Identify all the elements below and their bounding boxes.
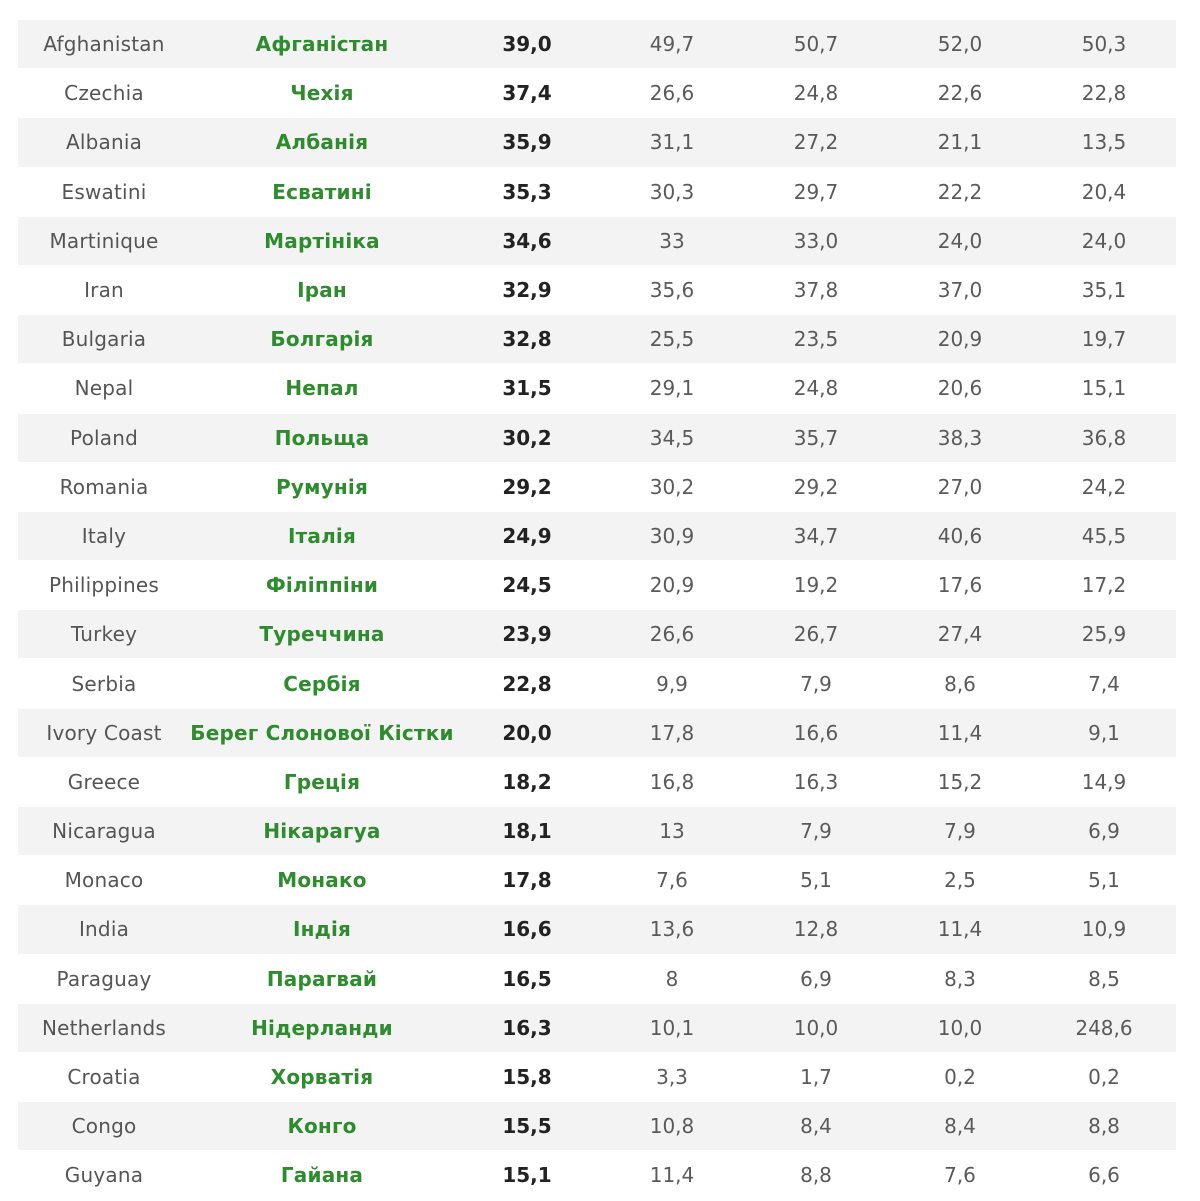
value-col-1: 10,1 <box>600 1003 744 1052</box>
value-col-1: 31,1 <box>600 118 744 167</box>
country-name-english: Turkey <box>18 610 190 659</box>
primary-value: 18,1 <box>454 807 600 856</box>
value-col-2: 26,7 <box>744 610 888 659</box>
country-name-english: India <box>18 905 190 954</box>
country-name-ukrainian: Нідерланди <box>190 1003 454 1052</box>
table-row <box>18 118 1176 167</box>
country-name-ukrainian: Сербія <box>190 659 454 708</box>
table-row <box>18 413 1176 462</box>
table-row <box>18 905 1176 954</box>
table-row <box>18 216 1176 265</box>
country-name-english: Poland <box>18 413 190 462</box>
country-name-english: Afghanistan <box>18 20 190 69</box>
value-col-3: 15,2 <box>888 757 1032 806</box>
country-name-ukrainian: Румунія <box>190 462 454 511</box>
country-name-english: Nepal <box>18 364 190 413</box>
table-row <box>18 69 1176 118</box>
value-col-1: 26,6 <box>600 69 744 118</box>
value-col-1: 33 <box>600 216 744 265</box>
value-col-1: 30,3 <box>600 167 744 216</box>
country-name-ukrainian: Італія <box>190 511 454 560</box>
primary-value: 32,8 <box>454 315 600 364</box>
table-row <box>18 315 1176 364</box>
value-col-2: 1,7 <box>744 1052 888 1101</box>
value-col-4: 24,2 <box>1032 462 1176 511</box>
value-col-4: 15,1 <box>1032 364 1176 413</box>
country-name-english: Greece <box>18 757 190 806</box>
primary-value: 31,5 <box>454 364 600 413</box>
value-col-4: 8,5 <box>1032 954 1176 1003</box>
value-col-3: 0,2 <box>888 1052 1032 1101</box>
table-row <box>18 364 1176 413</box>
value-col-3: 37,0 <box>888 265 1032 314</box>
primary-value: 23,9 <box>454 610 600 659</box>
value-col-4: 19,7 <box>1032 315 1176 364</box>
value-col-1: 49,7 <box>600 20 744 69</box>
value-col-1: 26,6 <box>600 610 744 659</box>
value-col-4: 17,2 <box>1032 561 1176 610</box>
country-name-english: Monaco <box>18 856 190 905</box>
value-col-1: 13 <box>600 807 744 856</box>
table-row <box>18 610 1176 659</box>
value-col-3: 20,9 <box>888 315 1032 364</box>
country-name-english: Albania <box>18 118 190 167</box>
primary-value: 34,6 <box>454 216 600 265</box>
value-col-3: 38,3 <box>888 413 1032 462</box>
value-col-2: 50,7 <box>744 20 888 69</box>
value-col-3: 8,6 <box>888 659 1032 708</box>
value-col-2: 7,9 <box>744 807 888 856</box>
value-col-4: 6,6 <box>1032 1151 1176 1200</box>
value-col-2: 5,1 <box>744 856 888 905</box>
table-row <box>18 659 1176 708</box>
value-col-2: 19,2 <box>744 561 888 610</box>
value-col-1: 20,9 <box>600 561 744 610</box>
table-row <box>18 954 1176 1003</box>
country-name-english: Guyana <box>18 1151 190 1200</box>
primary-value: 17,8 <box>454 856 600 905</box>
value-col-2: 29,7 <box>744 167 888 216</box>
country-name-english: Eswatini <box>18 167 190 216</box>
value-col-1: 34,5 <box>600 413 744 462</box>
value-col-2: 6,9 <box>744 954 888 1003</box>
value-col-2: 8,8 <box>744 1151 888 1200</box>
table-row <box>18 807 1176 856</box>
value-col-3: 22,6 <box>888 69 1032 118</box>
value-col-4: 6,9 <box>1032 807 1176 856</box>
value-col-3: 40,6 <box>888 511 1032 560</box>
country-name-english: Croatia <box>18 1052 190 1101</box>
value-col-1: 13,6 <box>600 905 744 954</box>
primary-value: 35,3 <box>454 167 600 216</box>
value-col-1: 16,8 <box>600 757 744 806</box>
country-name-english: Congo <box>18 1102 190 1151</box>
value-col-4: 24,0 <box>1032 216 1176 265</box>
country-name-ukrainian: Індія <box>190 905 454 954</box>
value-col-3: 20,6 <box>888 364 1032 413</box>
primary-value: 15,8 <box>454 1052 600 1101</box>
country-name-english: Bulgaria <box>18 315 190 364</box>
value-col-4: 8,8 <box>1032 1102 1176 1151</box>
value-col-2: 35,7 <box>744 413 888 462</box>
country-name-ukrainian: Афганістан <box>190 20 454 69</box>
country-name-english: Romania <box>18 462 190 511</box>
primary-value: 16,5 <box>454 954 600 1003</box>
table-row <box>18 462 1176 511</box>
value-col-3: 11,4 <box>888 905 1032 954</box>
table-row <box>18 708 1176 757</box>
primary-value: 32,9 <box>454 265 600 314</box>
primary-value: 24,9 <box>454 511 600 560</box>
primary-value: 20,0 <box>454 708 600 757</box>
country-name-ukrainian: Гайана <box>190 1151 454 1200</box>
table-row <box>18 1052 1176 1101</box>
value-col-1: 10,8 <box>600 1102 744 1151</box>
country-name-ukrainian: Непал <box>190 364 454 413</box>
value-col-3: 27,0 <box>888 462 1032 511</box>
table-row <box>18 757 1176 806</box>
value-col-3: 17,6 <box>888 561 1032 610</box>
value-col-2: 27,2 <box>744 118 888 167</box>
primary-value: 15,1 <box>454 1151 600 1200</box>
value-col-2: 34,7 <box>744 511 888 560</box>
value-col-3: 7,6 <box>888 1151 1032 1200</box>
primary-value: 15,5 <box>454 1102 600 1151</box>
value-col-4: 36,8 <box>1032 413 1176 462</box>
value-col-4: 35,1 <box>1032 265 1176 314</box>
primary-value: 16,6 <box>454 905 600 954</box>
value-col-4: 45,5 <box>1032 511 1176 560</box>
table-row <box>18 167 1176 216</box>
country-name-ukrainian: Болгарія <box>190 315 454 364</box>
country-name-english: Philippines <box>18 561 190 610</box>
country-name-ukrainian: Берег Слонової Кістки <box>190 708 454 757</box>
country-name-ukrainian: Нікарагуа <box>190 807 454 856</box>
value-col-1: 30,9 <box>600 511 744 560</box>
primary-value: 35,9 <box>454 118 600 167</box>
value-col-3: 27,4 <box>888 610 1032 659</box>
primary-value: 22,8 <box>454 659 600 708</box>
value-col-1: 11,4 <box>600 1151 744 1200</box>
value-col-2: 33,0 <box>744 216 888 265</box>
value-col-2: 16,3 <box>744 757 888 806</box>
value-col-2: 23,5 <box>744 315 888 364</box>
value-col-4: 13,5 <box>1032 118 1176 167</box>
value-col-1: 30,2 <box>600 462 744 511</box>
table-row <box>18 1102 1176 1151</box>
value-col-1: 3,3 <box>600 1052 744 1101</box>
value-col-1: 7,6 <box>600 856 744 905</box>
value-col-4: 10,9 <box>1032 905 1176 954</box>
value-col-3: 24,0 <box>888 216 1032 265</box>
country-name-ukrainian: Філіппіни <box>190 561 454 610</box>
value-col-3: 7,9 <box>888 807 1032 856</box>
value-col-2: 24,8 <box>744 364 888 413</box>
value-col-2: 8,4 <box>744 1102 888 1151</box>
value-col-4: 14,9 <box>1032 757 1176 806</box>
country-name-ukrainian: Парагвай <box>190 954 454 1003</box>
value-col-4: 9,1 <box>1032 708 1176 757</box>
value-col-3: 22,2 <box>888 167 1032 216</box>
value-col-3: 8,4 <box>888 1102 1032 1151</box>
table-row <box>18 856 1176 905</box>
value-col-4: 248,6 <box>1032 1003 1176 1052</box>
value-col-3: 10,0 <box>888 1003 1032 1052</box>
primary-value: 24,5 <box>454 561 600 610</box>
value-col-2: 7,9 <box>744 659 888 708</box>
value-col-1: 9,9 <box>600 659 744 708</box>
country-name-ukrainian: Есватині <box>190 167 454 216</box>
value-col-1: 8 <box>600 954 744 1003</box>
country-name-english: Italy <box>18 511 190 560</box>
country-name-english: Paraguay <box>18 954 190 1003</box>
table-row <box>18 511 1176 560</box>
value-col-3: 2,5 <box>888 856 1032 905</box>
value-col-3: 21,1 <box>888 118 1032 167</box>
value-col-2: 24,8 <box>744 69 888 118</box>
value-col-4: 50,3 <box>1032 20 1176 69</box>
value-col-4: 0,2 <box>1032 1052 1176 1101</box>
value-col-2: 16,6 <box>744 708 888 757</box>
country-name-ukrainian: Туреччина <box>190 610 454 659</box>
value-col-1: 35,6 <box>600 265 744 314</box>
country-name-ukrainian: Іран <box>190 265 454 314</box>
value-col-2: 29,2 <box>744 462 888 511</box>
country-name-ukrainian: Чехія <box>190 69 454 118</box>
country-data-table <box>18 20 1176 1201</box>
table-row <box>18 561 1176 610</box>
value-col-2: 10,0 <box>744 1003 888 1052</box>
primary-value: 37,4 <box>454 69 600 118</box>
country-name-ukrainian: Албанія <box>190 118 454 167</box>
country-name-english: Serbia <box>18 659 190 708</box>
value-col-2: 37,8 <box>744 265 888 314</box>
country-name-english: Martinique <box>18 216 190 265</box>
value-col-4: 20,4 <box>1032 167 1176 216</box>
value-col-4: 5,1 <box>1032 856 1176 905</box>
table-row <box>18 265 1176 314</box>
primary-value: 30,2 <box>454 413 600 462</box>
value-col-4: 22,8 <box>1032 69 1176 118</box>
primary-value: 18,2 <box>454 757 600 806</box>
country-name-ukrainian: Польща <box>190 413 454 462</box>
value-col-4: 7,4 <box>1032 659 1176 708</box>
country-name-ukrainian: Мартініка <box>190 216 454 265</box>
country-name-english: Nicaragua <box>18 807 190 856</box>
country-name-english: Czechia <box>18 69 190 118</box>
primary-value: 16,3 <box>454 1003 600 1052</box>
data-table-container <box>18 20 1176 1201</box>
table-row <box>18 1151 1176 1200</box>
country-name-ukrainian: Греція <box>190 757 454 806</box>
value-col-1: 29,1 <box>600 364 744 413</box>
table-body <box>18 20 1176 1200</box>
value-col-3: 52,0 <box>888 20 1032 69</box>
primary-value: 39,0 <box>454 20 600 69</box>
table-row <box>18 1003 1176 1052</box>
value-col-3: 11,4 <box>888 708 1032 757</box>
value-col-1: 25,5 <box>600 315 744 364</box>
country-name-english: Ivory Coast <box>18 708 190 757</box>
primary-value: 29,2 <box>454 462 600 511</box>
country-name-ukrainian: Конго <box>190 1102 454 1151</box>
country-name-ukrainian: Монако <box>190 856 454 905</box>
value-col-2: 12,8 <box>744 905 888 954</box>
value-col-3: 8,3 <box>888 954 1032 1003</box>
country-name-ukrainian: Хорватія <box>190 1052 454 1101</box>
table-row <box>18 20 1176 69</box>
value-col-1: 17,8 <box>600 708 744 757</box>
country-name-english: Iran <box>18 265 190 314</box>
country-name-english: Netherlands <box>18 1003 190 1052</box>
value-col-4: 25,9 <box>1032 610 1176 659</box>
